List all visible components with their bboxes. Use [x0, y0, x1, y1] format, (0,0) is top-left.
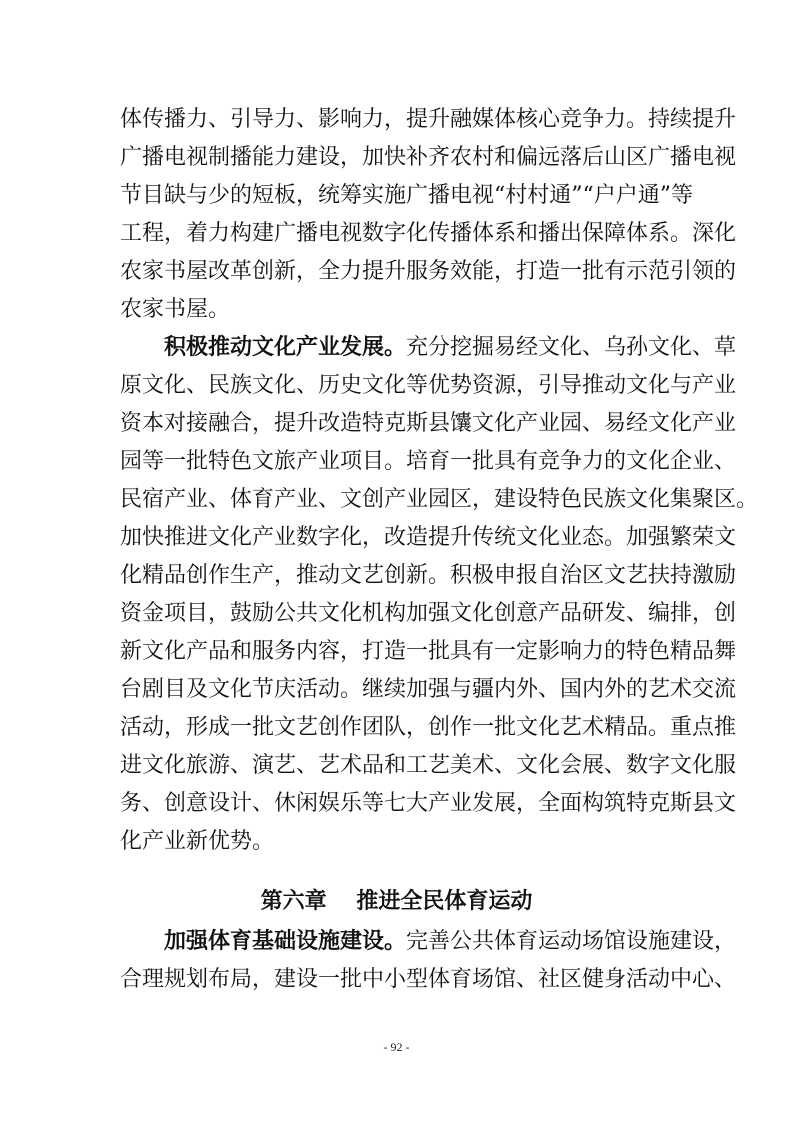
text-line: 加快推进文化产业数字化，改造提升传统文化业态。加强繁荣文: [120, 525, 737, 550]
text-line: 原文化、民族文化、历史文化等优势资源，引导推动文化与产业: [120, 373, 737, 398]
text-line: 农家书屋。: [120, 297, 231, 322]
page-number: - 92 -: [383, 1040, 410, 1054]
text-line: 广播电视制播能力建设，加快补齐农村和偏远落后山区广播电视: [120, 145, 737, 170]
text-line: 新文化产品和服务内容，打造一批具有一定影响力的特色精品舞: [120, 639, 737, 664]
text-line: 资本对接融合，提升改造特克斯县馕文化产业园、易经文化产业: [120, 411, 737, 436]
text-line-first: [164, 928, 737, 956]
text-run: 充分挖掘易经文化、乌孙文化、草: [406, 335, 737, 360]
text-line: 民宿产业、体育产业、文创产业园区，建设特色民族文化集聚区。: [120, 487, 759, 512]
paragraph-lead-heading: 加强体育基础设施建设。: [164, 929, 407, 954]
text-line: 合理规划布局，建设一批中小型体育场馆、社区健身活动中心、: [120, 967, 737, 992]
text-line: 活动，形成一批文艺创作团队，创作一批文化艺术精品。重点推: [120, 715, 737, 740]
text-line: 农家书屋改革创新，全力提升服务效能，打造一批有示范引领的: [120, 259, 737, 284]
text-line: 台剧目及文化节庆活动。继续加强与疆内外、国内外的艺术交流: [120, 677, 737, 702]
text-line-first: [164, 334, 737, 362]
text-line: 体传播力、引导力、影响力，提升融媒体核心竞争力。持续提升: [120, 107, 737, 132]
text-line: 园等一批特色文旅产业项目。培育一批具有竞争力的文化企业、: [120, 449, 737, 474]
text-line: 化产业新优势。: [120, 829, 275, 854]
text-line: 进文化旅游、演艺、艺术品和工艺美术、文化会展、数字文化服: [120, 753, 737, 778]
text-line: 资金项目，鼓励公共文化机构加强文化创意产品研发、编排，创: [120, 601, 737, 626]
text-run: 完善公共体育运动场馆设施建设，: [406, 929, 737, 954]
text-line: 务、创意设计、休闲娱乐等七大产业发展，全面构筑特克斯县文: [120, 791, 737, 816]
text-line: 工程，着力构建广播电视数字化传播体系和播出保障体系。深化: [120, 221, 737, 246]
paragraph-lead-heading: 积极推动文化产业发展。: [164, 335, 407, 360]
chapter-heading: 第六章 推进全民体育运动: [260, 889, 533, 914]
text-line: 化精品创作生产，推动文艺创新。积极申报自治区文艺扶持激励: [120, 563, 737, 588]
text-line: 节目缺与少的短板，统筹实施广播电视“村村通”“户户通”等: [120, 183, 693, 208]
